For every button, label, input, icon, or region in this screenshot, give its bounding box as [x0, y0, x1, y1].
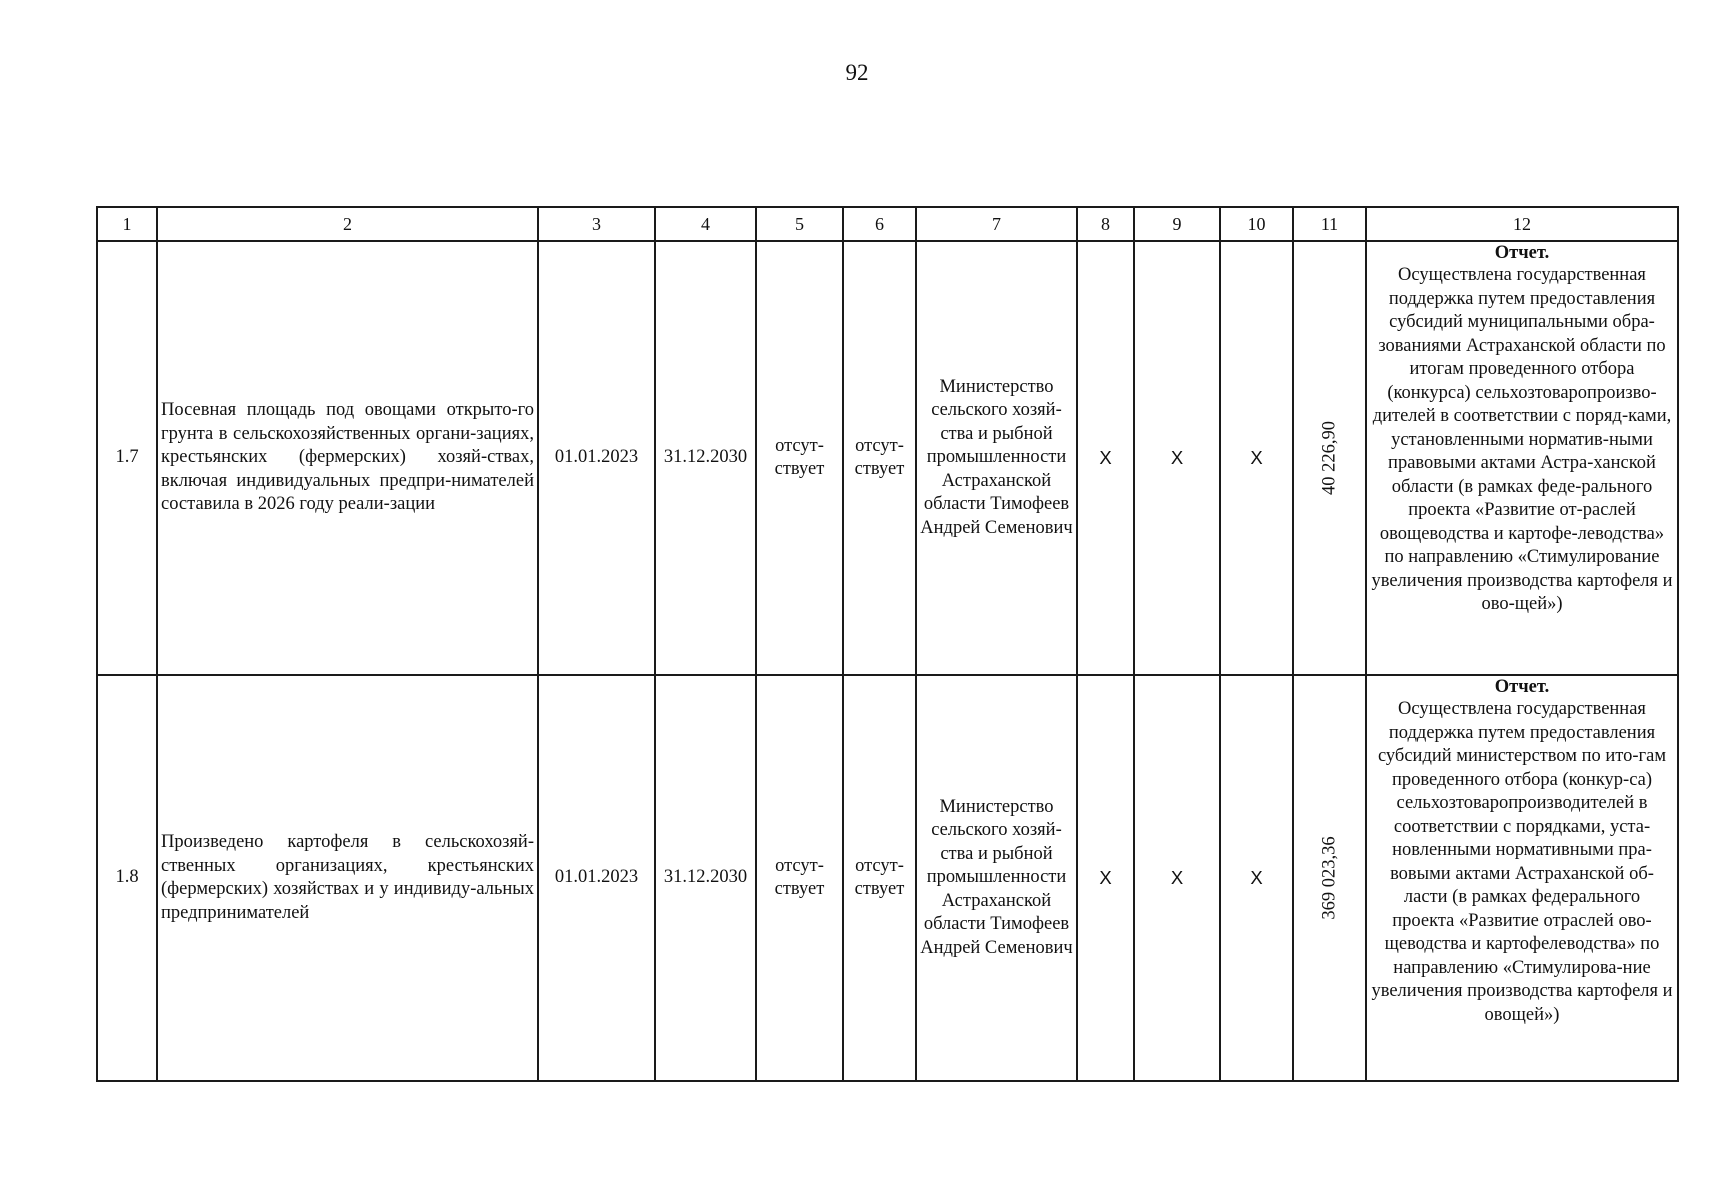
column-10-mark: X — [1220, 675, 1293, 1081]
row-number: 1.8 — [97, 675, 157, 1081]
header-cell: 5 — [756, 207, 843, 241]
report-table — [96, 206, 1679, 1082]
column-10-mark: X — [1220, 241, 1293, 675]
header-cell: 3 — [538, 207, 655, 241]
table-row — [97, 675, 1678, 1081]
header-cell: 6 — [843, 207, 916, 241]
indicator-name — [157, 241, 538, 675]
indicator-name-text: Посевная площадь под овощами открыто-го грунта в сельскохозяйственных органи-зациях, крестьянских (фермерских) хозяй-ствах, включая индивидуальных предпри-нимателей составила в 2026 году реали-зации — [161, 400, 534, 515]
report-note — [1366, 241, 1678, 675]
report-note — [1366, 675, 1678, 1081]
indicator-name-text: Произведено картофеля в сельскохозяй-ственных организациях, крестьянских (фермерских) хозяйствах и у индивиду-альных предпринимателей — [161, 832, 534, 923]
header-cell: 9 — [1134, 207, 1220, 241]
header-cell: 2 — [157, 207, 538, 241]
responsible-executor: Министерство сельского хозяй-ства и рыбной промышленности Астраханской области Тимофеев Андрей Семенович — [916, 675, 1077, 1081]
column-6-value: отсут-ствует — [843, 241, 916, 675]
page-number: 92 — [845, 60, 869, 85]
end-date: 31.12.2030 — [655, 241, 756, 675]
column-8-mark: X — [1077, 675, 1134, 1081]
end-date: 31.12.2030 — [655, 675, 756, 1081]
table-header-row — [97, 207, 1678, 241]
header-cell: 11 — [1293, 207, 1366, 241]
amount-value: 369 023,36 — [1318, 836, 1339, 920]
header-cell: 4 — [655, 207, 756, 241]
amount-cell — [1293, 241, 1366, 675]
report-note-text: Осуществлена государственная поддержка путем предоставления субсидий министерством по ито-гам проведенного отбора (конкур-са) сельхозтоваропроизводителей в соответствии с порядками, уста-новленными нормативными пра-вовыми актами Астраханской об-ласти (в рамках федерального проекта «Развитие отраслей ово-щеводства и картофелеводства» по направлению «Стимулирова-ние увеличения производства картофеля и овощей») — [1371, 699, 1673, 1025]
amount-cell — [1293, 675, 1366, 1081]
header-cell: 1 — [97, 207, 157, 241]
header-cell: 7 — [916, 207, 1077, 241]
start-date: 01.01.2023 — [538, 675, 655, 1081]
report-note-text: Осуществлена государственная поддержка путем предоставления субсидий муниципальными обра-зованиями Астраханской области по итогам проведенного отбора (конкурса) сельхозтоваропроизво-дителей в соответствии с поряд-ками, установленными норматив-ными правовыми актами Астра-ханской области (в рамках феде-рального проекта «Развитие от-раслей овощеводства и картофе-леводства» по направлению «Стимулирование увеличения производства картофеля и ово-щей») — [1371, 265, 1673, 614]
responsible-executor: Министерство сельского хозяй-ства и рыбной промышленности Астраханской области Тимофеев Андрей Семенович — [916, 241, 1077, 675]
table-row — [97, 241, 1678, 675]
column-9-mark: X — [1134, 241, 1220, 675]
column-8-mark: X — [1077, 241, 1134, 675]
header-cell: 8 — [1077, 207, 1134, 241]
column-5-value: отсут-ствует — [756, 241, 843, 675]
column-6-value: отсут-ствует — [843, 675, 916, 1081]
header-cell: 10 — [1220, 207, 1293, 241]
column-5-value: отсут-ствует — [756, 675, 843, 1081]
report-note-title: Отчет. — [1494, 243, 1550, 263]
start-date: 01.01.2023 — [538, 241, 655, 675]
column-9-mark: X — [1134, 675, 1220, 1081]
row-number: 1.7 — [97, 241, 157, 675]
report-note-title: Отчет. — [1494, 677, 1550, 697]
header-cell: 12 — [1366, 207, 1678, 241]
indicator-name — [157, 675, 538, 1081]
amount-value: 40 226,90 — [1318, 421, 1339, 495]
